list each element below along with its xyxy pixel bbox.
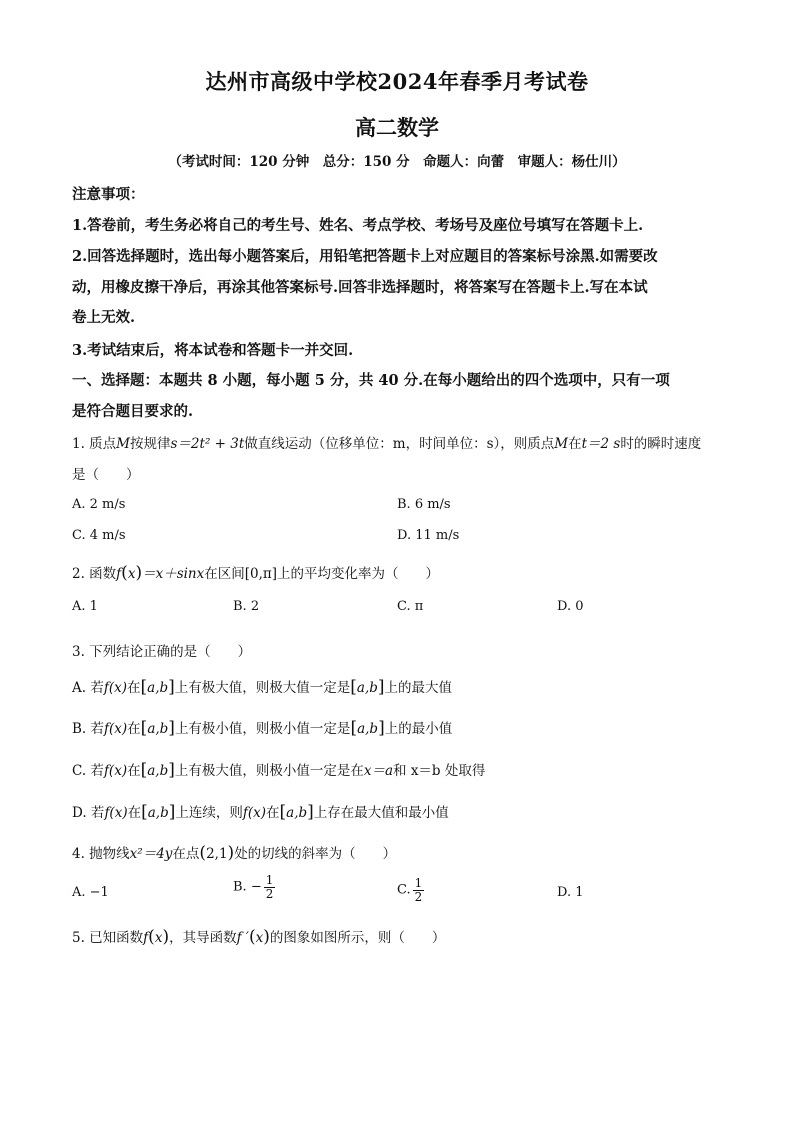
question-3-stem: 3. 下列结论正确的是（ ） [72, 644, 252, 660]
section-1-heading-line-1: 一、选择题：本题共 8 小题，每小题 5 分，共 40 分.在每小题给出的四个选项中，只有一项 [72, 372, 670, 389]
question-2-interval: [0,π] [244, 566, 278, 582]
question-4-option-c: C. $\frac{1}{2}$ [397, 876, 423, 904]
fraction: $\frac{1}{2}$ [414, 876, 423, 904]
question-3-option-d: D. 若f(x)在[a,b]上连续，则f(x)在[a,b]上存在最大值和最小值 [72, 802, 449, 822]
question-2-stem: 2. 函数f(x)＝x＋sinx在区间[0,π]上的平均变化率为（ ） [72, 563, 440, 583]
exam-info: （考试时间：120 分钟 总分：150 分 命题人：向蕾 审题人：杨仕川） [168, 154, 626, 170]
question-1-stem-line-2: 是（ ） [72, 467, 140, 483]
question-3-option-c: C. 若f(x)在[a,b]上有极大值，则极小值一定是在x＝a和 x＝b 处取得 [72, 760, 486, 780]
question-2-formula: ＝x＋sinx [142, 566, 205, 582]
exam-subject: 高二数学 [355, 115, 439, 140]
note-2-line-3: 卷上无效. [72, 309, 136, 326]
question-3-option-b: B. 若f(x)在[a,b]上有极小值，则极小值一定是[a,b]上的最小值 [72, 718, 453, 738]
question-4-formula: x²＝4y [129, 846, 173, 862]
question-4-stem: 4. 抛物线x²＝4y在点(2,1)处的切线的斜率为（ ） [72, 843, 397, 863]
question-4-option-a: A. −1 [72, 885, 109, 900]
question-1-option-c: C. 4 m/s [72, 528, 126, 543]
question-3-option-a: A. 若f(x)在[a,b]上有极大值，则极大值一定是[a,b]上的最大值 [72, 677, 453, 697]
fraction: $\frac{1}{2}$ [265, 873, 274, 901]
question-5-stem: 5. 已知函数f(x)，其导函数f ′(x)的图象如图所示，则（ ） [72, 927, 446, 947]
question-1-option-d: D. 11 m/s [397, 528, 460, 543]
question-4-option-b: B. − $\frac{1}{2}$ [233, 873, 274, 901]
exam-title: 达州市高级中学校2024年春季月考试卷 [205, 69, 589, 94]
notes-heading: 注意事项： [72, 186, 145, 203]
section-1-heading-line-2: 是符合题目要求的. [72, 403, 194, 420]
question-1-option-b: B. 6 m/s [397, 497, 451, 512]
note-2-line-2: 动，用橡皮擦干净后，再涂其他答案标号.回答非选择题时，将答案写在答题卡上.写在本试 [72, 279, 648, 296]
note-1: 1.答卷前，考生务必将自己的考生号、姓名、考点学校、考场号及座位号填写在答题卡上. [72, 217, 644, 234]
question-2-option-a: A. 1 [72, 599, 98, 614]
question-2-option-c: C. π [397, 599, 424, 614]
question-1-formula: s＝2t² + 3t [170, 436, 245, 452]
question-1-stem: 1. 质点M按规律s＝2t² + 3t做直线运动（位移单位：m，时间单位：s），则质点M在t＝2 s时的瞬时速度 [72, 436, 702, 452]
question-1-option-a: A. 2 m/s [72, 497, 126, 512]
note-3: 3.考试结束后，将本试卷和答题卡一并交回. [72, 342, 354, 359]
question-4-option-d: D. 1 [557, 885, 584, 900]
question-2-option-b: B. 2 [233, 599, 260, 614]
question-2-option-d: D. 0 [557, 599, 584, 614]
note-2-line-1: 2.回答选择题时，选出每小题答案后，用铅笔把答题卡上对应题目的答案标号涂黑.如需要改 [72, 248, 658, 265]
